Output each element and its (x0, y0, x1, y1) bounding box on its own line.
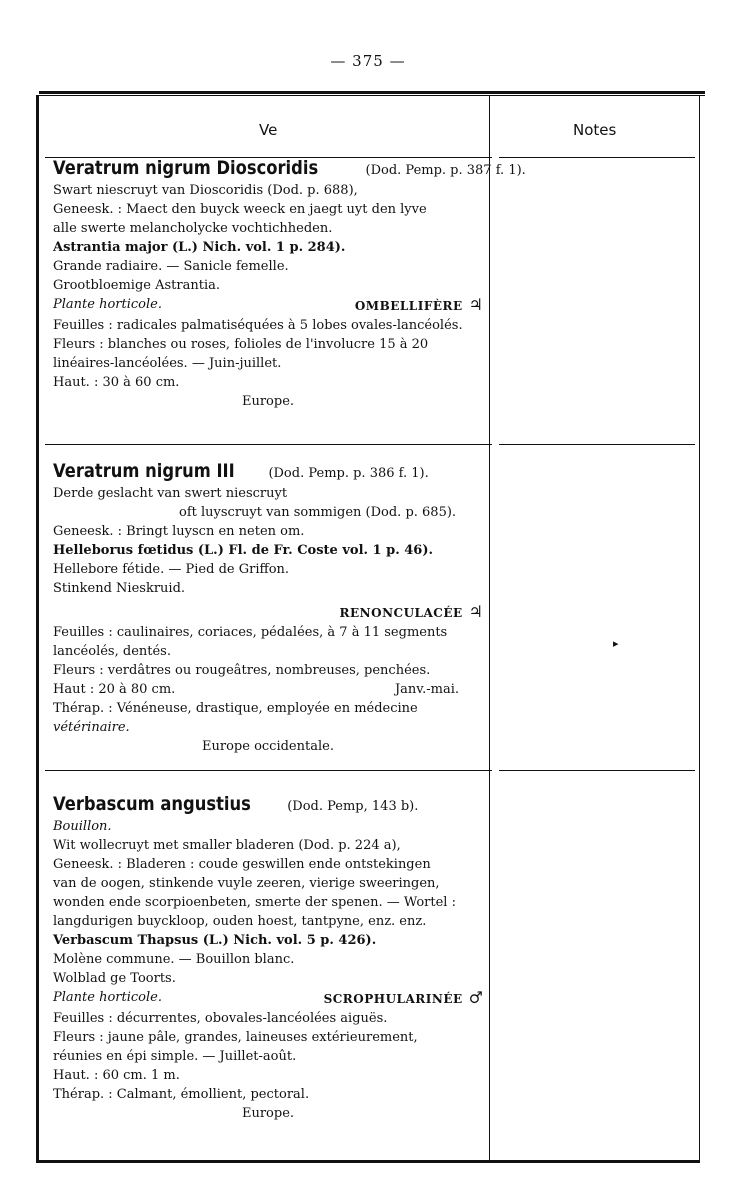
entry-line: linéaires-lancéolées. — Juin-juillet. (53, 356, 282, 371)
entry-line: Stinkend Nieskruid. (53, 581, 186, 596)
family-label: OMBELLIFÈRE (354, 299, 463, 313)
family-label: RENONCULACÉE (339, 606, 463, 620)
family-label: SCROPHULARINÉE (323, 992, 463, 1006)
entry-line: Plante horticole. (53, 297, 162, 312)
entry-line: vétérinaire. (53, 720, 130, 735)
table-top-rule (39, 91, 705, 94)
entry-line: Janv.-mai. (394, 682, 459, 697)
entry-line: Fleurs : blanches ou roses, folioles de l'involucre 15 à 20 (53, 337, 429, 352)
entry-line: Hellebore fétide. — Pied de Griffon. (53, 562, 290, 577)
perennial-symbol: ♃ (468, 295, 483, 314)
entry-line: Wit wollecruyt met smaller bladeren (Dod. p. 224 a), (53, 838, 401, 853)
entry-line: Verbascum Thapsus (L.) Nich. vol. 5 p. 426). (53, 933, 377, 948)
entry-line: Fleurs : verdâtres ou rougeâtres, nombreuses, penchées. (53, 663, 431, 678)
entry-title: Verbascum angustius (53, 793, 251, 815)
entry-line: lancéolés, dentés. (53, 644, 171, 659)
page-number: — 375 — (330, 52, 406, 70)
entry-line: Haut. : 60 cm. 1 m. (53, 1068, 180, 1083)
entry-line: Fleurs : jaune pâle, grandes, laineuses extérieurement, (53, 1030, 418, 1045)
entry-veratrum-dioscoridis (53, 155, 526, 411)
column-header-notes: Notes (573, 121, 617, 139)
entry-line: wonden ende scorpioenbeten, smerte der spenen. — Wortel : (53, 895, 456, 910)
entry-line: Europe. (241, 1106, 295, 1121)
entry-separator-1-right (499, 444, 695, 445)
table-bottom-rule (36, 1160, 700, 1163)
entry-title: Veratrum nigrum III (53, 460, 235, 482)
notes-mark: ▸ (613, 637, 619, 650)
entry-separator-1-left (45, 444, 492, 445)
entry-line: Haut. : 30 à 60 cm. (53, 375, 180, 390)
entry-line: Grande radiaire. — Sanicle femelle. (53, 259, 289, 274)
entry-separator-2-right (499, 770, 695, 771)
entry-line: Wolblad ge Toorts. (53, 971, 176, 986)
entry-line: Europe occidentale. (202, 739, 334, 754)
column-divider (489, 95, 490, 1163)
entry-line: Feuilles : radicales palmatiséquées à 5 lobes ovales-lancéolés. (53, 318, 463, 333)
entry-line: Geneesk. : Bladeren : coude geswillen ende ontstekingen (53, 857, 431, 872)
entry-line: Thérap. : Calmant, émollient, pectoral. (53, 1087, 310, 1102)
entry-line: Feuilles : caulinaires, coriaces, pédalées, à 7 à 11 segments (53, 625, 448, 640)
entry-separator-2-left (45, 770, 492, 771)
entry-line: Grootbloemige Astrantia. (53, 278, 220, 293)
entry-line: Molène commune. — Bouillon blanc. (53, 952, 295, 967)
entry-line: réunies en épi simple. — Juillet-août. (53, 1049, 297, 1064)
entry-line: alle swerte melancholycke vochtichheden. (53, 221, 333, 236)
entry-title-ref: (Dod. Pemp. p. 386 f. 1). (268, 466, 429, 481)
entry-line: Swart niescruyt van Dioscoridis (Dod. p. 688), (53, 183, 358, 198)
entry-line: Feuilles : décurrentes, obovales-lancéolées aiguës. (53, 1011, 388, 1026)
entry-line: Plante horticole. (53, 990, 162, 1005)
header-separator-right (499, 157, 695, 158)
entry-line: Haut : 20 à 80 cm. (53, 682, 176, 697)
entry-line: Geneesk. : Maect den buyck weeck en jaegt uyt den lyve (53, 202, 427, 217)
entry-title-ref: (Dod. Pemp, 143 b). (287, 799, 419, 814)
entry-line: langdurigen buyckloop, ouden hoest, tantpyne, enz. enz. (53, 914, 427, 929)
entry-line: Derde geslacht van swert niescruyt (53, 486, 288, 501)
column-header-ve: Ve (259, 121, 278, 139)
herbal-table (36, 95, 700, 1163)
table-top-rule-thin (39, 95, 705, 96)
entry-line: Astrantia major (L.) Nich. vol. 1 p. 284). (53, 240, 346, 255)
perennial-symbol: ♃ (468, 602, 483, 621)
biennial-symbol: ♂ (468, 988, 483, 1007)
entry-line: oft luyscruyt van sommigen (Dod. p. 685). (179, 505, 457, 520)
entry-veratrum-iii (53, 458, 483, 756)
entry-line: Thérap. : Vénéneuse, drastique, employée en médecine (53, 701, 418, 716)
entry-title: Veratrum nigrum Dioscoridis (53, 157, 319, 179)
entry-line: Europe. (241, 394, 295, 409)
entry-line: Bouillon. (53, 819, 112, 834)
entry-line: Geneesk. : Bringt luyscn en neten om. (53, 524, 305, 539)
entry-verbascum-angustius (53, 791, 483, 1123)
entry-line: van de oogen, stinkende vuyle zeeren, vierige sweeringen, (53, 876, 440, 891)
entry-line: Helleborus fœtidus (L.) Fl. de Fr. Coste vol. 1 p. 46). (53, 543, 434, 558)
entry-title-ref: (Dod. Pemp. p. 387 f. 1). (365, 163, 526, 178)
